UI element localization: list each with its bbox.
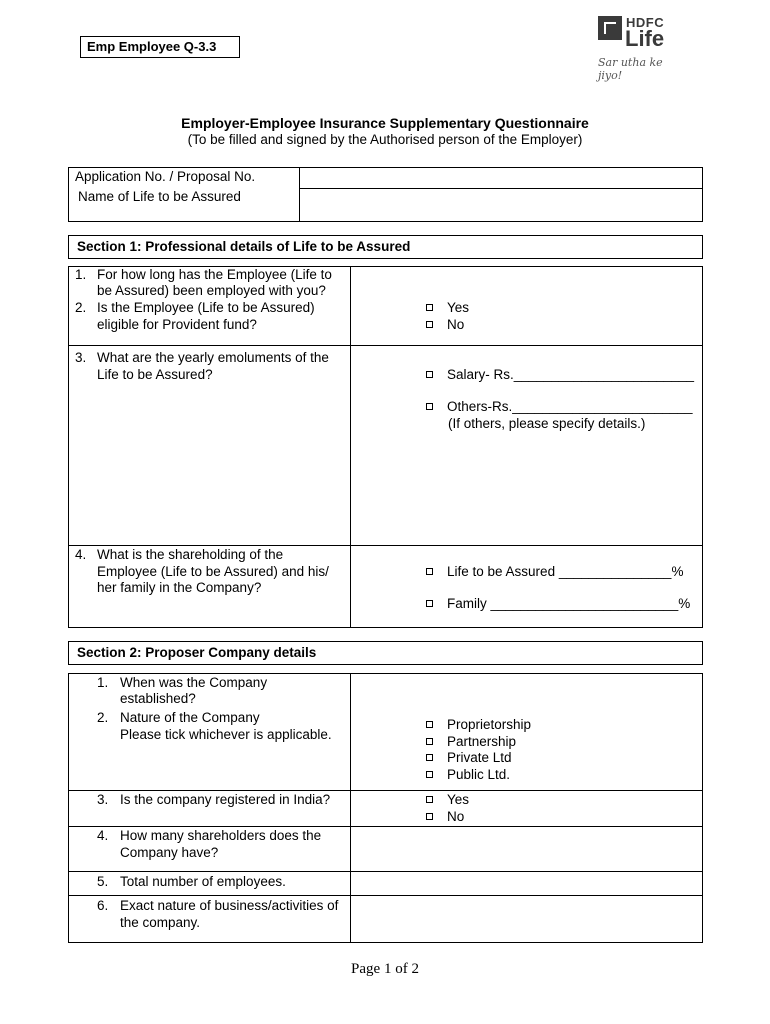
s2-q4-num: 4. — [97, 828, 109, 843]
s1-q3-note: (If others, please specify details.) — [448, 416, 646, 431]
s2-q2-line2: Please tick whichever is applicable. — [120, 727, 332, 742]
s1-q3-option-others[interactable] — [426, 399, 692, 416]
checkbox-icon[interactable] — [426, 321, 433, 328]
s1-q3-line1: What are the yearly emoluments of the — [97, 350, 329, 365]
s1-q1-answer-field[interactable] — [351, 267, 702, 299]
s2-q2-option-proprietorship[interactable] — [426, 717, 531, 734]
s2-q4-line2: Company have? — [120, 845, 219, 860]
s1-q3-num: 3. — [75, 350, 87, 365]
checkbox-icon[interactable] — [426, 600, 433, 607]
s1-q3-option-salary[interactable] — [426, 367, 694, 384]
s2-q3-line1: Is the company registered in India? — [120, 792, 331, 807]
s1-q1-line2: be Assured) been employed with you? — [97, 283, 326, 298]
s2-q3-num: 3. — [97, 792, 109, 807]
checkbox-icon[interactable] — [426, 738, 433, 745]
s1-row-line-1 — [68, 345, 703, 346]
s1-q2-line1: Is the Employee (Life to be Assured) — [97, 300, 315, 315]
s1-row-line-2 — [68, 545, 703, 546]
option-label: Yes — [447, 792, 470, 807]
logo-tagline: Sar utha ke jiyo! — [598, 56, 663, 82]
s1-q2-num: 2. — [75, 300, 87, 315]
page-title: Employer-Employee Insurance Supplementary Questionnaire — [181, 115, 589, 131]
s2-q1-line1: When was the Company — [120, 675, 268, 690]
s2-q5-answer-field[interactable] — [351, 872, 702, 894]
s1-q4-line3: her family in the Company? — [97, 580, 262, 595]
s1-q3-line2: Life to be Assured? — [97, 367, 213, 382]
checkbox-icon[interactable] — [426, 771, 433, 778]
section1-heading: Section 1: Professional details of Life to be Assured — [77, 239, 411, 254]
s2-q2-option-partnership[interactable] — [426, 734, 516, 751]
s2-q4-answer-field[interactable] — [351, 827, 702, 870]
option-label: Proprietorship — [447, 717, 532, 732]
page-subtitle: (To be filled and signed by the Authorised person of the Employer) — [187, 132, 583, 147]
page-number: Page 1 of 2 — [351, 961, 419, 977]
option-label: Private Ltd — [447, 750, 512, 765]
checkbox-icon[interactable] — [426, 754, 433, 761]
s2-q1-line2: established? — [120, 691, 196, 706]
option-label: Public Ltd. — [447, 767, 511, 782]
logo-square-small — [606, 24, 616, 34]
option-label: No — [447, 317, 465, 332]
hdfc-life-logo — [598, 15, 690, 82]
option-label: Salary- Rs.________________________ — [447, 367, 694, 382]
s2-q2-option-public[interactable] — [426, 767, 510, 784]
application-no-field[interactable] — [300, 168, 702, 188]
s2-q6-line2: the company. — [120, 915, 201, 930]
s1-q4-option-life[interactable] — [426, 564, 683, 581]
s2-q2-option-private[interactable] — [426, 750, 512, 767]
option-label: Life to be Assured _______________% — [447, 564, 684, 579]
s2-q3-option-no[interactable] — [426, 809, 464, 826]
s2-q1-answer-field[interactable] — [351, 674, 702, 706]
option-label: No — [447, 809, 465, 824]
logo-brand: HDFC — [626, 15, 665, 30]
s1-q1-num: 1. — [75, 267, 87, 282]
s1-q4-option-family[interactable] — [426, 596, 690, 613]
s2-q2-line1: Nature of the Company — [120, 710, 260, 725]
checkbox-icon[interactable] — [426, 721, 433, 728]
s2-q6-line1: Exact nature of business/activities of — [120, 898, 339, 913]
s1-q4-num: 4. — [75, 547, 87, 562]
s2-row-line-1 — [68, 790, 703, 791]
logo-name: Life — [625, 26, 665, 51]
s2-q5-num: 5. — [97, 874, 109, 889]
checkbox-icon[interactable] — [426, 796, 433, 803]
form-code-box — [80, 36, 240, 58]
form-code: Emp Employee Q-3.3 — [87, 39, 217, 54]
option-label: Others-Rs.________________________ — [447, 399, 693, 414]
option-label: Family _________________________% — [447, 596, 691, 611]
section2-heading: Section 2: Proposer Company details — [77, 645, 317, 660]
s2-q6-answer-field[interactable] — [351, 896, 702, 942]
section1-divider — [350, 266, 351, 628]
s1-q2-line2: eligible for Provident fund? — [97, 317, 257, 332]
s2-q1-num: 1. — [97, 675, 109, 690]
s2-q6-num: 6. — [97, 898, 109, 913]
application-no-label: Application No. / Proposal No. — [75, 169, 256, 184]
checkbox-icon[interactable] — [426, 304, 433, 311]
checkbox-icon[interactable] — [426, 813, 433, 820]
s2-q2-num: 2. — [97, 710, 109, 725]
s2-q4-line1: How many shareholders does the — [120, 828, 322, 843]
s1-q4-line1: What is the shareholding of the — [97, 547, 284, 562]
checkbox-icon[interactable] — [426, 371, 433, 378]
option-label: Partnership — [447, 734, 517, 749]
s1-q1-line1: For how long has the Employee (Life to — [97, 267, 332, 282]
name-of-life-field[interactable] — [300, 189, 702, 221]
s1-q2-option-yes[interactable] — [426, 300, 469, 317]
s1-q4-line2: Employee (Life to be Assured) and his/ — [97, 564, 329, 579]
option-label: Yes — [447, 300, 470, 315]
s1-q2-option-no[interactable] — [426, 317, 464, 334]
checkbox-icon[interactable] — [426, 568, 433, 575]
s2-q3-option-yes[interactable] — [426, 792, 469, 809]
s2-q5-line1: Total number of employees. — [120, 874, 286, 889]
checkbox-icon[interactable] — [426, 403, 433, 410]
name-of-life-label: Name of Life to be Assured — [78, 189, 241, 204]
